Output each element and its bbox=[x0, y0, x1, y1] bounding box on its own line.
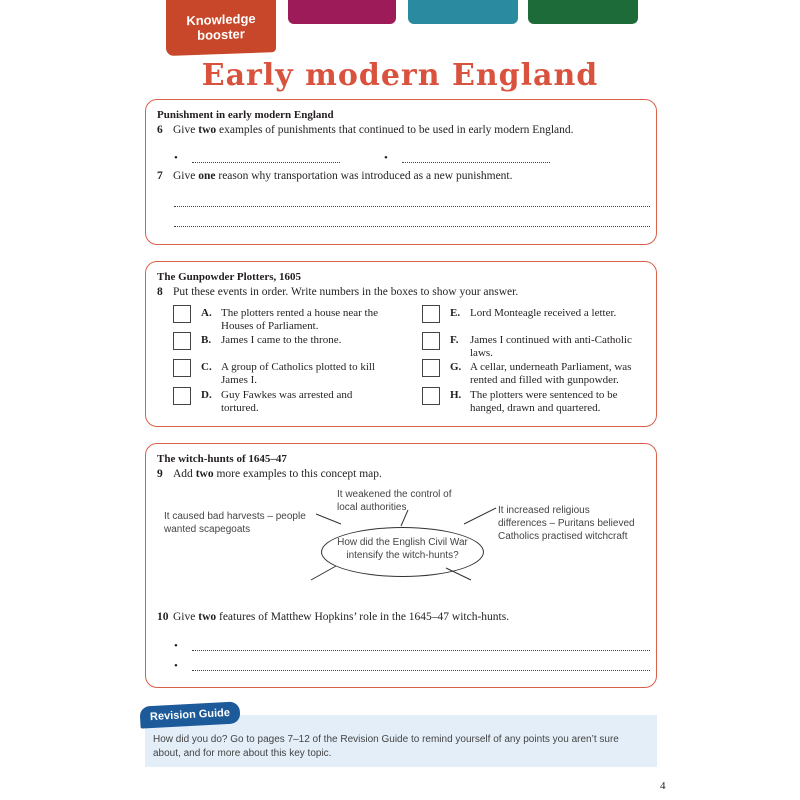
concept-map-question: How did the English Civil War intensify the witch-hunts? bbox=[337, 537, 468, 561]
bullet-icon: • bbox=[174, 660, 178, 672]
answer-line[interactable] bbox=[174, 206, 650, 207]
event-b: James I came to the throne. bbox=[221, 334, 342, 346]
connector-line-right bbox=[464, 508, 496, 524]
tab-label-line2: booster bbox=[197, 26, 245, 43]
order-box-d[interactable] bbox=[173, 387, 191, 405]
event-c: A group of Catholics plotted to kill James I. bbox=[221, 361, 375, 386]
order-box-b[interactable] bbox=[173, 332, 191, 350]
section-punishment bbox=[145, 99, 657, 245]
answer-line[interactable] bbox=[192, 650, 650, 651]
event-letter: C. bbox=[201, 361, 212, 373]
order-box-h[interactable] bbox=[422, 387, 440, 405]
question-10: 10 Give two features of Matthew Hopkins’ role in the 1645–47 witch-hunts. bbox=[157, 611, 510, 623]
order-box-f[interactable] bbox=[422, 332, 440, 350]
knowledge-booster-tab bbox=[166, 0, 276, 56]
concept-node-religion: It increased religious differences – Puritans believed Catholics practised witchcraft bbox=[498, 505, 635, 542]
answer-line[interactable] bbox=[192, 670, 650, 671]
question-9: 9 Add two more examples to this concept map. bbox=[157, 468, 382, 480]
question-6: 6 Give two examples of punishments that continued to be used in early modern England. bbox=[157, 124, 574, 136]
color-tab-magenta bbox=[288, 0, 396, 24]
question-8: 8 Put these events in order. Write numbers in the boxes to show your answer. bbox=[157, 286, 519, 298]
tab-label-line1: Knowledge bbox=[186, 10, 256, 29]
order-box-e[interactable] bbox=[422, 305, 440, 323]
order-box-c[interactable] bbox=[173, 359, 191, 377]
page-number: 4 bbox=[660, 780, 666, 792]
order-box-a[interactable] bbox=[173, 305, 191, 323]
event-letter: E. bbox=[450, 307, 461, 319]
event-f: James I continued with anti-Catholic laws. bbox=[470, 334, 632, 359]
answer-line[interactable] bbox=[402, 162, 550, 163]
section-title: The witch-hunts of 1645–47 bbox=[157, 453, 287, 465]
color-tab-green bbox=[528, 0, 638, 24]
event-g: A cellar, underneath Parliament, was rented and filled with gunpowder. bbox=[470, 361, 632, 386]
bullet-icon: • bbox=[174, 152, 178, 164]
question-7: 7 Give one reason why transportation was introduced as a new punishment. bbox=[157, 170, 513, 182]
bullet-icon: • bbox=[174, 640, 178, 652]
connector-line-bottom-left bbox=[311, 566, 336, 580]
revision-guide-tag: Revision Guide bbox=[139, 701, 240, 728]
revision-guide-text: How did you do? Go to pages 7–12 of the Revision Guide to remind yourself of any points you aren’t sure about, and for more about this key topic. bbox=[153, 734, 619, 759]
event-d: Guy Fawkes was arrested and tortured. bbox=[221, 389, 353, 414]
section-gunpowder-plot bbox=[145, 261, 657, 427]
concept-node-harvests: It caused bad harvests – people wanted scapegoats bbox=[164, 511, 306, 535]
bullet-icon: • bbox=[384, 152, 388, 164]
event-a: The plotters rented a house near the Houses of Parliament. bbox=[221, 307, 378, 332]
event-letter: A. bbox=[201, 307, 212, 319]
answer-line[interactable] bbox=[192, 162, 340, 163]
event-letter: H. bbox=[450, 389, 462, 401]
section-title: Punishment in early modern England bbox=[157, 109, 334, 121]
page-title: Early modern England bbox=[201, 58, 599, 93]
event-letter: F. bbox=[450, 334, 459, 346]
event-e: Lord Monteagle received a letter. bbox=[470, 307, 617, 319]
answer-line[interactable] bbox=[174, 226, 650, 227]
event-letter: G. bbox=[450, 361, 462, 373]
order-box-g[interactable] bbox=[422, 359, 440, 377]
concept-node-authorities: It weakened the control of local authorities bbox=[337, 489, 452, 513]
section-title: The Gunpowder Plotters, 1605 bbox=[157, 271, 302, 283]
section-witch-hunts bbox=[145, 443, 657, 688]
event-h: The plotters were sentenced to be hanged, drawn and quartered. bbox=[470, 389, 618, 414]
event-letter: B. bbox=[201, 334, 212, 346]
connector-line-left bbox=[316, 514, 341, 524]
event-letter: D. bbox=[201, 389, 212, 401]
color-tab-teal bbox=[408, 0, 518, 24]
